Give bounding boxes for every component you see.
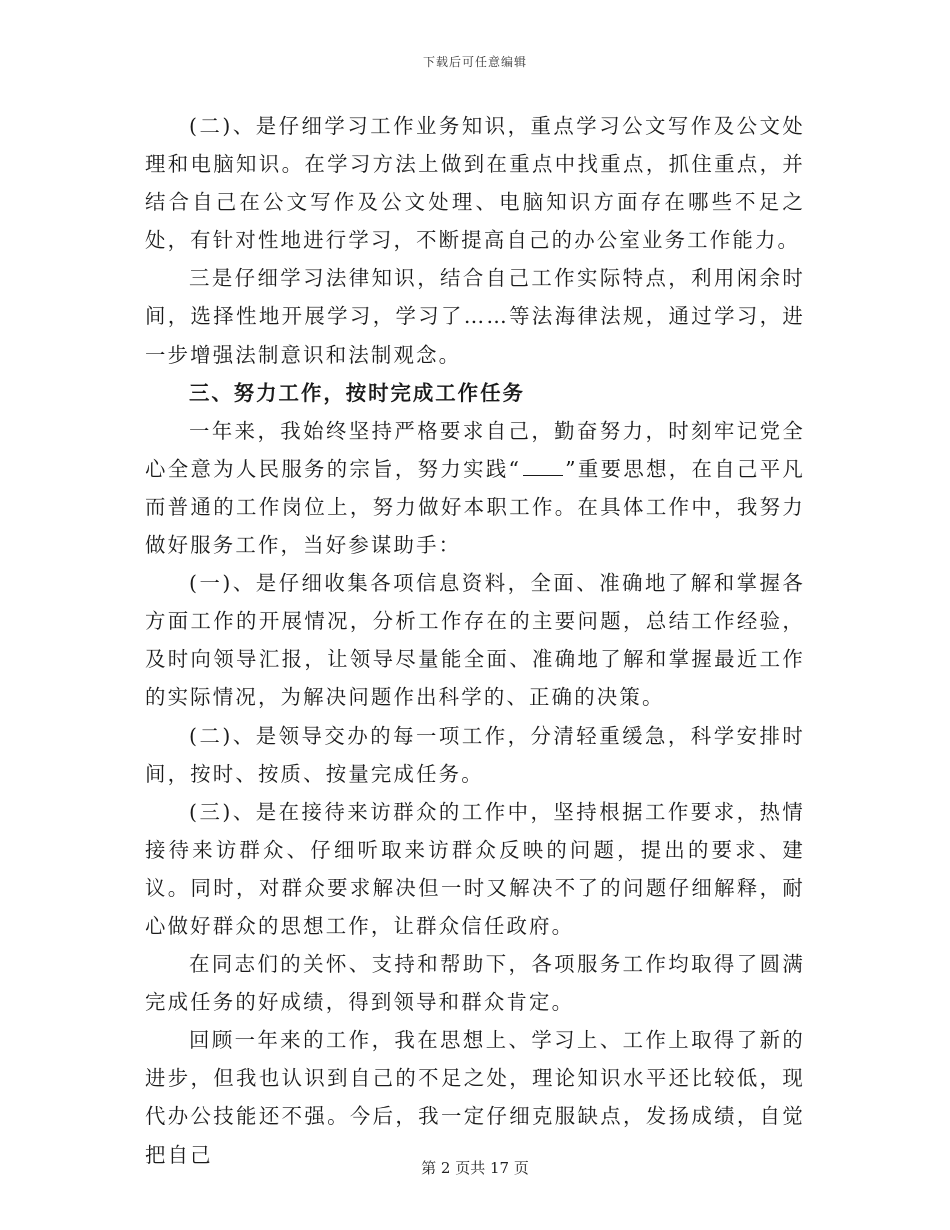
- paragraph-text-part: ”重要思想，在自己平凡而普通的工作岗位上，努力做好本职工作。在具体工作中，我努力做好服务工作，当好参谋助手：: [145, 456, 806, 558]
- paragraph-item-three: (三)、是在接待来访群众的工作中，坚持根据工作要求，热情接待来访群众、仔细听取来访群众反映的问题，提出的要求、建议。同时，对群众要求解决但一时又解决不了的问题仔细解释，耐心做好群众的思想工作，让群众信任政府。: [145, 799, 805, 938]
- paragraph-text-part: 一年来，我始终坚持严格要求自己，勤奋努力，时刻牢记党全心全意为人民服务的宗旨，努力实践“: [145, 418, 805, 481]
- paragraph-achievement: 在同志们的关怀、支持和帮助下，各项服务工作均取得了圆满完成任务的好成绩，得到领导和群众肯定。: [145, 952, 805, 1015]
- paragraph-study-law: 三是仔细学习法律知识，结合自己工作实际特点，利用闲余时间，选择性地开展学习，学习了……等法海律法规，通过学习，进一步增强法制意识和法制观念。: [145, 266, 805, 367]
- page-footer: 第 2 页共 17 页: [421, 1159, 529, 1177]
- section-heading: 三、努力工作，按时完成工作任务: [189, 380, 525, 405]
- paragraph-item-two: (二)、是领导交办的每一项工作，分清轻重缓急，科学安排时间，按时、按质、按量完成任务。: [145, 723, 805, 786]
- document-body: [145, 107, 805, 1174]
- paragraph-item-one: (一)、是仔细收集各项信息资料，全面、准确地了解和掌握各方面工作的开展情况，分析工作存在的主要问题，总结工作经验，及时向领导汇报，让领导尽量能全面、准确地了解和掌握最近工作的实际情况，为解决问题作出科学的、正确的决策。: [145, 571, 805, 710]
- paragraph-year-summary: [145, 412, 805, 564]
- page-header: 下载后可任意编辑: [422, 55, 527, 69]
- blank-underline: [523, 457, 563, 476]
- paragraph-review: 回顾一年来的工作，我在思想上、学习上、工作上取得了新的进步，但我也认识到自己的不足之处，理论知识水平还比较低，现代办公技能还不强。今后，我一定仔细克服缺点，发扬成绩，自觉把自己: [145, 1028, 805, 1167]
- paragraph-study-business: (二)、是仔细学习工作业务知识，重点学习公文写作及公文处理和电脑知识。在学习方法上做到在重点中找重点，抓住重点，并结合自己在公文写作及公文处理、电脑知识方面存在哪些不足之处，有针对性地进行学习，不断提高自己的办公室业务工作能力。: [145, 114, 805, 253]
